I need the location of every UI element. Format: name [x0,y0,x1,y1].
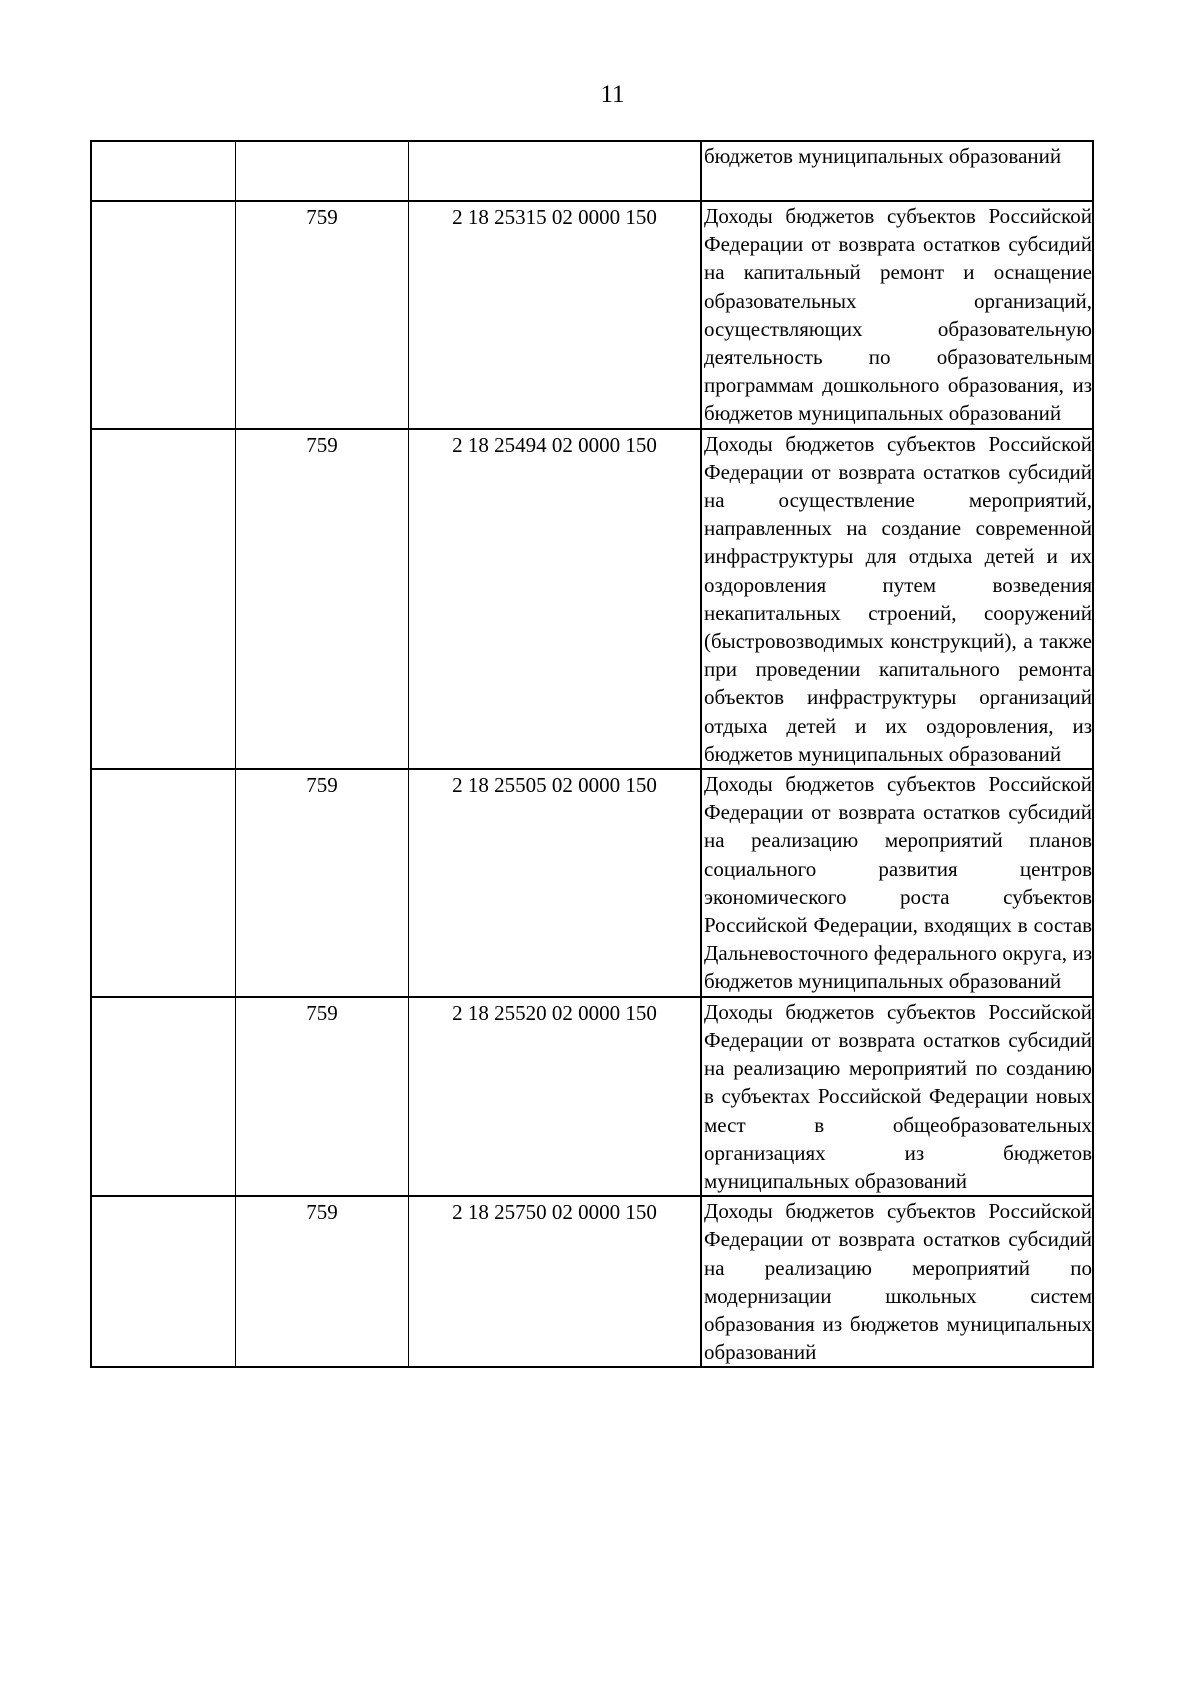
empty-cell [91,997,236,1196]
admin-code: 759 [306,1200,338,1225]
revenue-codes-table [90,140,1094,1368]
table-row [91,769,1093,997]
description-cell: Доходы бюджетов субъектов Российской Федерации от возврата остатков субсидий на осуществление мероприятий, направленных на создание современной инфраструктуры для отдыха детей и их оздоровления путем возведения некапитальных строений, сооружений (быстровозводимых конструкций), а также при проведении капитального ремонта объектов инфраструктуры организаций отдыха детей и их оздоровления, из бюджетов муниципальных образований [701,429,1093,769]
table-row [91,201,1093,429]
table-row [91,429,1093,769]
empty-cell [91,141,236,201]
empty-cell [91,1196,236,1367]
admin-code: 759 [306,432,338,457]
description-cell: Доходы бюджетов субъектов Российской Федерации от возврата остатков субсидий на капитальный ремонт и оснащение образовательных организаций, осуществляющих образовательную деятельность по образовательным программам дошкольного образования, из бюджетов муниципальных образований [701,201,1093,429]
table-row [91,141,1093,201]
empty-cell [91,769,236,997]
table-row [91,1196,1093,1367]
empty-cell [91,201,236,429]
kbk-code: 2 18 25315 02 0000 150 [452,205,657,229]
description-cell: Доходы бюджетов субъектов Российской Федерации от возврата остатков субсидий на реализацию мероприятий по созданию в субъектах Российской Федерации новых мест в общеобразовательных организациях из бюджетов муниципальных образований [701,997,1093,1196]
admin-code-cell [236,141,409,201]
kbk-code: 2 18 25520 02 0000 150 [452,1000,657,1025]
kbk-code-cell [409,141,702,201]
empty-cell [91,429,236,769]
description-cell: Доходы бюджетов субъектов Российской Федерации от возврата остатков субсидий на реализацию мероприятий по модернизации школьных систем образования из бюджетов муниципальных образований [701,1196,1093,1367]
description-cell: Доходы бюджетов субъектов Российской Федерации от возврата остатков субсидий на реализацию мероприятий планов социального развития центров экономического роста субъектов Российской Федерации, входящих в состав Дальневосточного федерального округа, из бюджетов муниципальных образований [701,769,1093,997]
admin-code: 759 [306,205,338,229]
page-number: 11 [600,81,625,108]
kbk-code: 2 18 25494 02 0000 150 [452,432,657,457]
table-row [91,997,1093,1196]
kbk-code: 2 18 25505 02 0000 150 [452,773,657,798]
description-cell: бюджетов муниципальных образований [701,141,1093,201]
admin-code: 759 [306,773,338,798]
admin-code: 759 [306,1000,338,1025]
kbk-code: 2 18 25750 02 0000 150 [452,1200,657,1225]
